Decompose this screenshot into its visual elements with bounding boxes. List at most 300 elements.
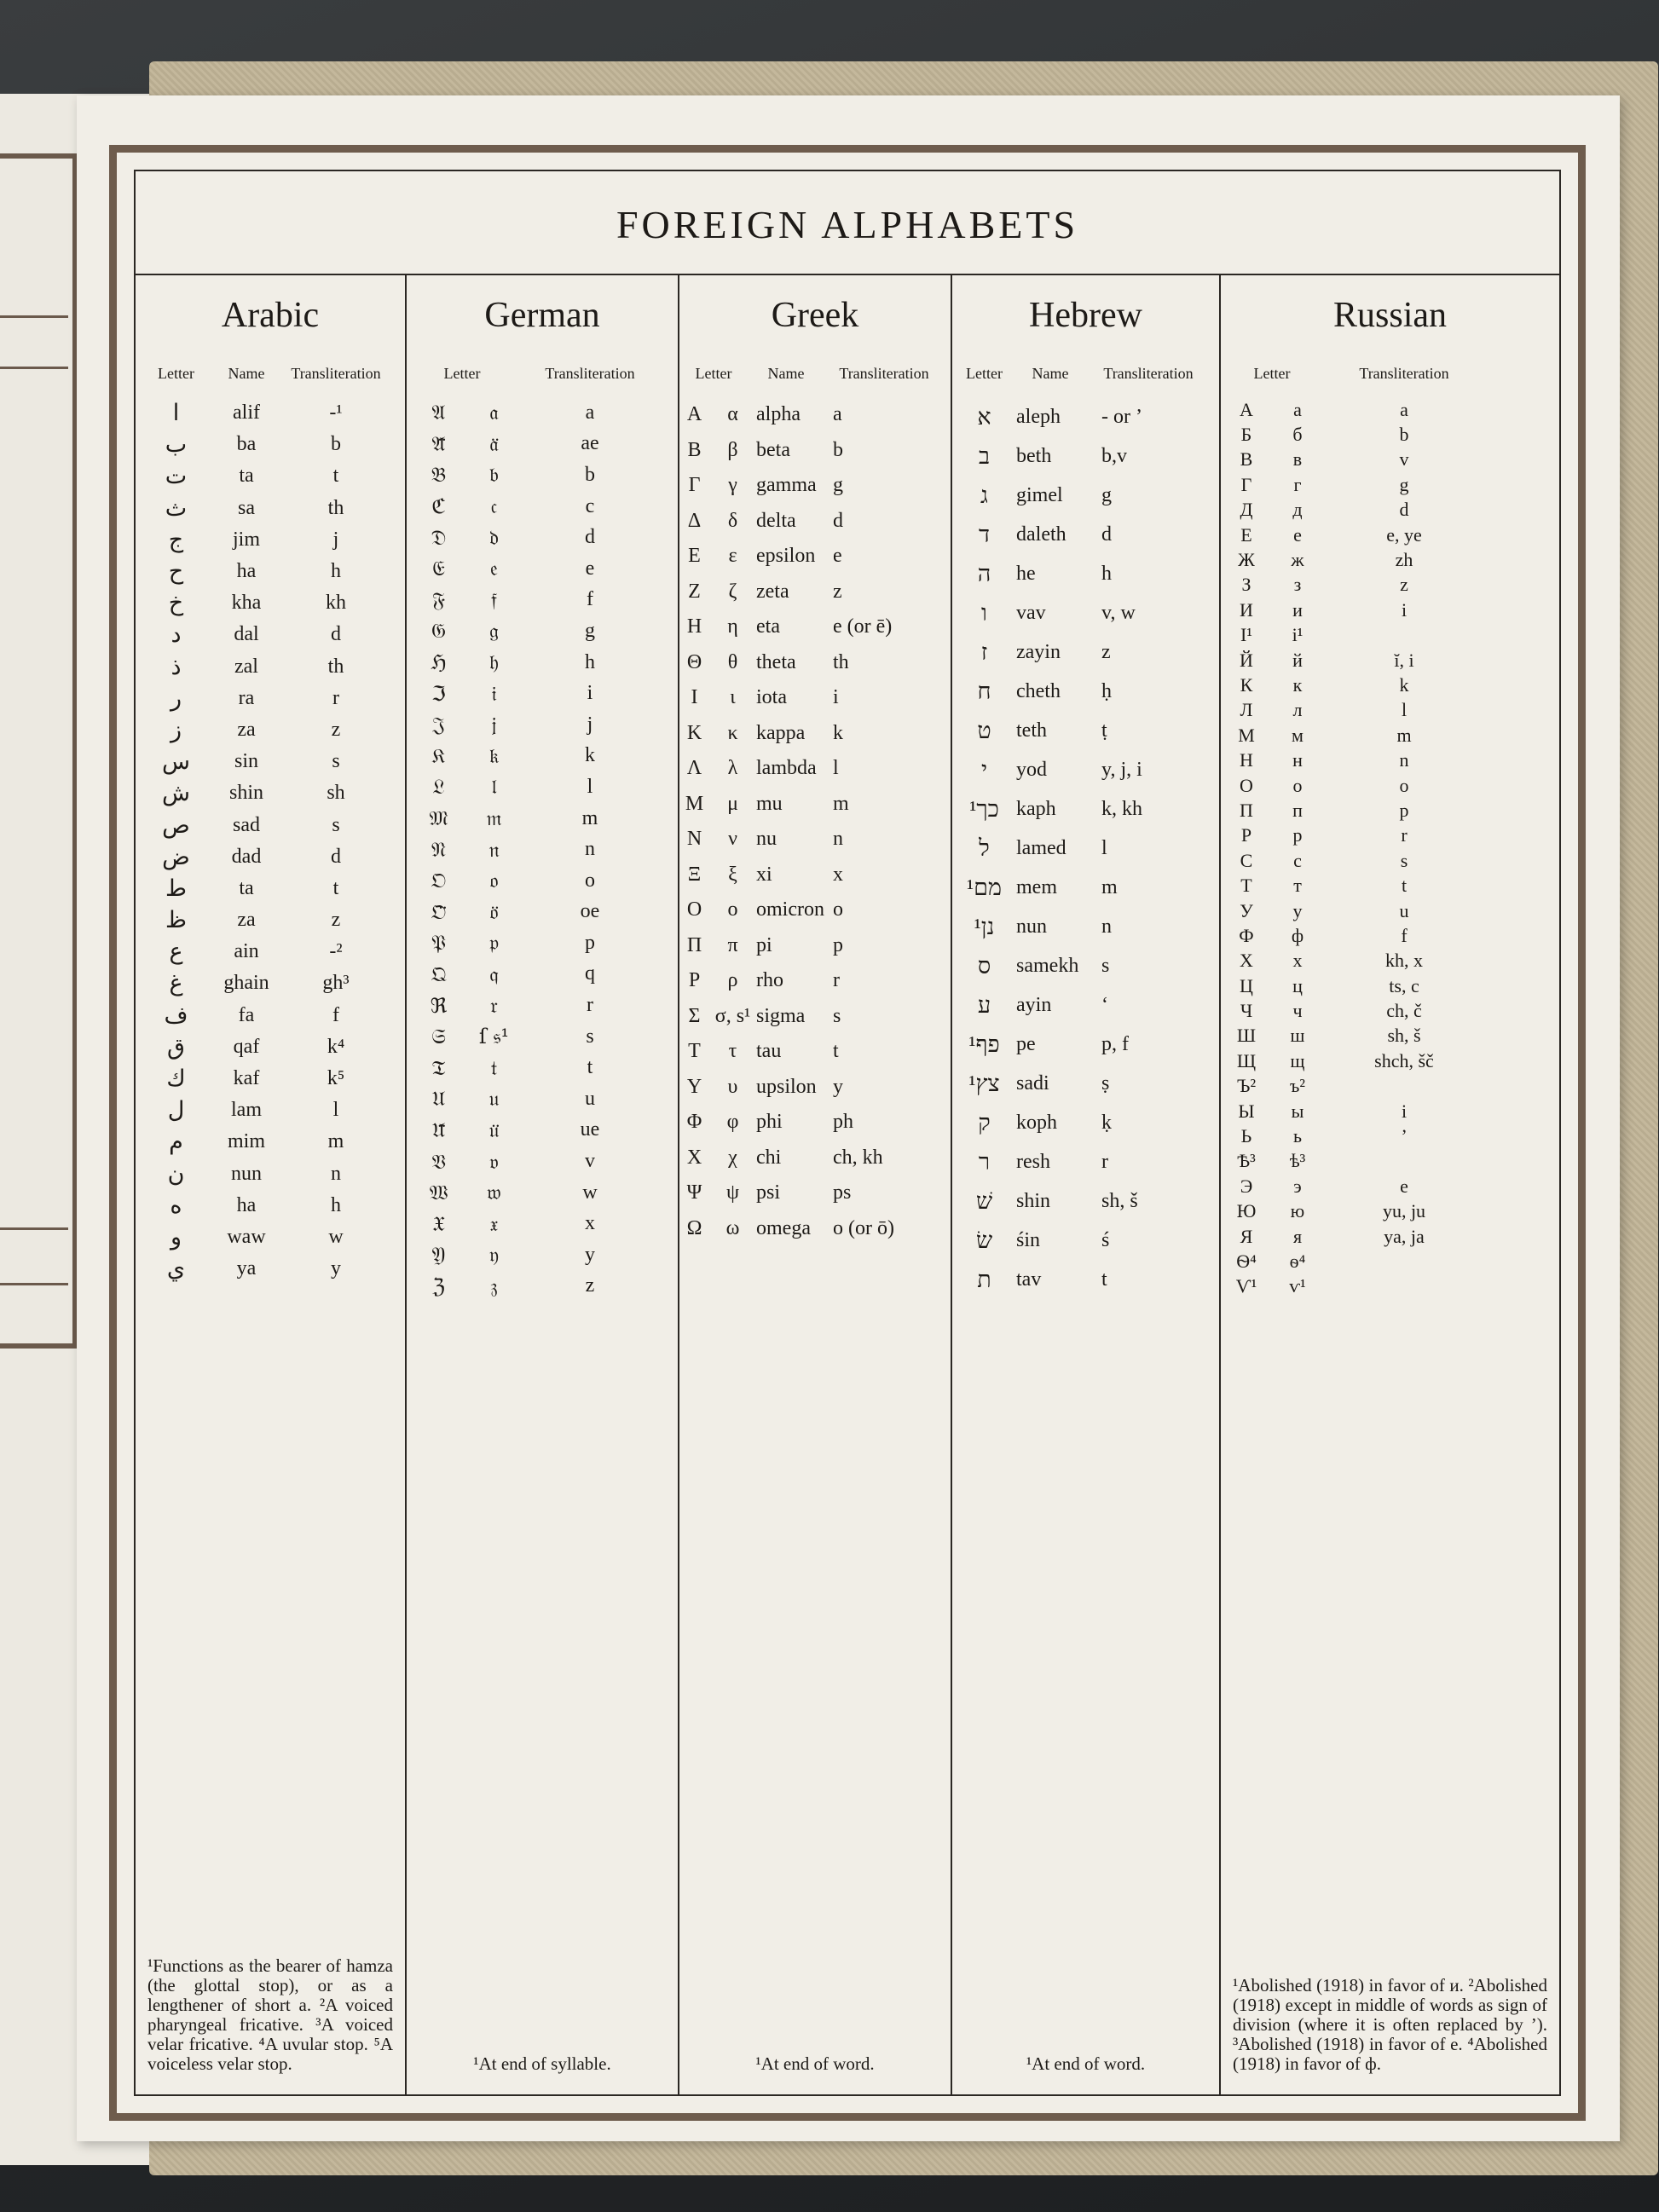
capital-letter: 𝔑 xyxy=(431,837,447,862)
transliteration: s xyxy=(586,1025,594,1048)
hebrew-row xyxy=(952,1064,1219,1103)
russian-row xyxy=(1221,1174,1559,1198)
greek-row xyxy=(679,892,951,928)
capital-letter: 𝔍 xyxy=(432,713,445,737)
transliteration: sh xyxy=(327,782,345,805)
german-row xyxy=(407,553,678,585)
arabic-letter: خ xyxy=(168,590,184,616)
transliteration: x xyxy=(585,1212,595,1235)
arabic-row xyxy=(136,397,405,429)
hebrew-letter: ג xyxy=(980,482,988,508)
capital-letter: А xyxy=(1240,398,1253,420)
capital-letter: У xyxy=(1240,899,1253,921)
russian-row xyxy=(1221,1224,1559,1249)
capital-letter: Ц xyxy=(1240,974,1253,996)
small-letter: ы xyxy=(1291,1100,1304,1122)
german-row xyxy=(407,771,678,803)
transliteration: e xyxy=(585,557,595,580)
transliteration: l xyxy=(332,1099,339,1122)
russian-row xyxy=(1221,898,1559,923)
capital-letter: 𝔚 xyxy=(429,1181,448,1205)
transliteration: h xyxy=(585,650,595,673)
small-letter: щ xyxy=(1290,1049,1305,1071)
capital-letter: 𝔅 xyxy=(431,463,447,488)
arabic-letter: ل xyxy=(167,1097,185,1123)
small-letter: π xyxy=(727,933,738,956)
capital-letter: 𝔖 xyxy=(431,1025,446,1049)
german-row xyxy=(407,522,678,553)
hebrew-row xyxy=(952,829,1219,868)
small-letter: 𝔭 xyxy=(489,931,499,956)
russian-row xyxy=(1221,573,1559,598)
capital-letter: I¹ xyxy=(1240,624,1252,646)
capital-letter: 𝔇 xyxy=(431,525,447,550)
greek-row xyxy=(679,680,951,716)
letter-name: fa xyxy=(238,1003,255,1026)
transliteration: d xyxy=(1399,499,1409,521)
german-row xyxy=(407,397,678,429)
transliteration: t xyxy=(1101,1268,1107,1291)
letter-name: ha xyxy=(236,560,257,583)
greek-row xyxy=(679,928,951,964)
arabic-footnote: ¹Functions as the bearer of hamza (the glottal stop), or as a lengthener of short a. ²A voiced pharyngeal fricative. ³A voiced velar fricative. ⁴A uvular stop. ⁵A voiceless velar stop. xyxy=(147,1955,393,2074)
small-letter: н xyxy=(1292,749,1303,771)
capital-letter: Θ xyxy=(686,650,702,673)
left-page-rule xyxy=(0,315,68,318)
russian-row xyxy=(1221,973,1559,998)
hebrew-letter: ק xyxy=(978,1109,991,1135)
capital-letter: Κ xyxy=(686,721,702,744)
russian-column xyxy=(1221,275,1559,2094)
russian-row xyxy=(1221,1099,1559,1123)
letter-name: shin xyxy=(1016,1189,1051,1212)
hebrew-footnote: ¹At end of word. xyxy=(1026,2053,1146,2074)
capital-letter: Т xyxy=(1240,875,1252,897)
letter-name: sin xyxy=(234,750,258,773)
transliteration: kh xyxy=(326,592,346,615)
transliteration: e xyxy=(833,545,842,568)
capital-letter: С xyxy=(1240,849,1253,871)
letter-name: ghain xyxy=(223,972,269,995)
hebrew-letter: צץ¹ xyxy=(968,1070,1000,1096)
hebrew-row xyxy=(952,1025,1219,1064)
capital-letter: 𝔔 xyxy=(431,962,447,986)
arabic-letter: غ xyxy=(169,970,183,996)
small-letter: ψ xyxy=(725,1181,740,1204)
transliteration: r xyxy=(1101,1150,1108,1173)
letter-name: eta xyxy=(756,615,780,638)
greek-row xyxy=(679,397,951,433)
hebrew-letter: מם¹ xyxy=(967,874,1002,900)
transliteration: u xyxy=(1399,899,1409,921)
small-letter: 𝔪 xyxy=(486,806,502,831)
transliteration: d xyxy=(1101,523,1112,546)
small-letter: х xyxy=(1292,950,1303,972)
arabic-letter: ن xyxy=(167,1160,185,1187)
transliteration: k⁵ xyxy=(327,1067,345,1090)
greek-row xyxy=(679,539,951,575)
german-row xyxy=(407,709,678,741)
small-letter: β xyxy=(727,438,738,461)
letter-name: mem xyxy=(1016,875,1057,898)
letter-name: sa xyxy=(238,496,255,519)
letter-name: waw xyxy=(227,1225,266,1248)
small-letter: д xyxy=(1292,499,1303,521)
greek-row xyxy=(679,963,951,999)
greek-row xyxy=(679,1034,951,1070)
transliteration: h xyxy=(1101,562,1112,585)
transliteration: s xyxy=(1101,954,1110,977)
letter-name: resh xyxy=(1016,1150,1050,1173)
arabic-letter: ط xyxy=(165,875,187,901)
small-letter: ο xyxy=(727,898,738,921)
transliteration: d xyxy=(331,845,341,868)
capital-letter: Ъ² xyxy=(1236,1075,1257,1097)
small-letter: 𝔶 xyxy=(488,1243,500,1268)
small-letter: υ xyxy=(727,1075,738,1098)
transliteration: a xyxy=(585,401,595,424)
letter-name: za xyxy=(237,718,256,741)
small-letter: ι xyxy=(730,686,736,709)
small-letter: λ xyxy=(727,757,738,780)
german-row xyxy=(407,1177,678,1209)
transliteration: shch, šč xyxy=(1374,1049,1434,1071)
capital-letter: Μ xyxy=(685,792,704,815)
german-row xyxy=(407,803,678,835)
small-letter: т xyxy=(1293,875,1302,897)
capital-letter: Щ xyxy=(1236,1049,1257,1071)
transliteration: ts, c xyxy=(1389,974,1419,996)
capital-letter: Ч xyxy=(1240,1000,1253,1022)
capital-letter: Ρ xyxy=(688,969,701,992)
small-letter: у xyxy=(1292,899,1303,921)
arabic-row xyxy=(136,1000,405,1031)
small-letter: ѵ¹ xyxy=(1289,1275,1306,1297)
hebrew-letter: ד xyxy=(979,521,990,547)
capital-letter: Π xyxy=(686,933,702,956)
hebrew-row xyxy=(952,868,1219,907)
letter-name: teth xyxy=(1016,719,1047,742)
letter-name: iota xyxy=(756,686,787,709)
capital-letter: Ι xyxy=(691,686,698,709)
russian-row xyxy=(1221,748,1559,772)
hebrew-row xyxy=(952,1103,1219,1142)
capital-letter: Г xyxy=(1240,473,1252,495)
arabic-letter: ه xyxy=(170,1192,182,1218)
small-letter: 𝔯 xyxy=(490,993,498,1018)
capital-letter: 𝔄 xyxy=(431,401,446,425)
transliteration: oe xyxy=(580,900,600,923)
arabic-row xyxy=(136,1158,405,1190)
letter-name: lambda xyxy=(756,757,817,780)
header-letter: Letter xyxy=(1253,364,1291,382)
transliteration: x xyxy=(833,863,843,886)
arabic-letter: م xyxy=(169,1129,183,1155)
transliteration: z xyxy=(331,718,341,741)
alphabet-columns xyxy=(136,275,1559,2094)
letter-name: alif xyxy=(233,401,260,424)
russian-header xyxy=(1221,356,1559,390)
capital-letter: Ь xyxy=(1240,1125,1252,1147)
transliteration: l xyxy=(833,757,839,780)
arabic-letter: ض xyxy=(162,843,190,869)
german-row xyxy=(407,959,678,990)
transliteration: ‘ xyxy=(1101,993,1108,1016)
letter-name: omega xyxy=(756,1216,811,1239)
transliteration: a xyxy=(1400,398,1408,420)
transliteration: ḥ xyxy=(1101,679,1112,702)
letter-name: ta xyxy=(239,465,254,488)
arabic-row xyxy=(136,1222,405,1253)
hebrew-letter: ע xyxy=(977,991,991,1018)
capital-letter: ℭ xyxy=(431,494,446,519)
transliteration: h xyxy=(331,560,341,583)
small-letter: ч xyxy=(1292,1000,1303,1022)
letter-name: chi xyxy=(756,1146,782,1169)
transliteration: l xyxy=(1101,836,1107,859)
small-letter: α xyxy=(727,403,738,426)
alphabet-page xyxy=(77,95,1620,2141)
transliteration: f xyxy=(587,588,593,611)
page-border xyxy=(109,145,1586,2121)
russian-row xyxy=(1221,823,1559,848)
transliteration: z xyxy=(1400,574,1408,596)
capital-letter: 𝔗 xyxy=(431,1055,446,1080)
header-name: Name xyxy=(767,364,805,382)
small-letter: 𝔤 xyxy=(489,619,499,644)
arabic-row xyxy=(136,809,405,840)
russian-row xyxy=(1221,422,1559,447)
small-letter: κ xyxy=(727,721,738,744)
transliteration: o xyxy=(833,898,843,921)
greek-row xyxy=(679,1070,951,1106)
transliteration: th xyxy=(327,655,344,678)
arabic-row xyxy=(136,1126,405,1158)
russian-row xyxy=(1221,673,1559,697)
hebrew-letter: ה xyxy=(977,560,991,586)
capital-letter: Ψ xyxy=(686,1181,702,1204)
capital-letter: Τ xyxy=(688,1040,701,1063)
hebrew-header xyxy=(952,356,1219,390)
transliteration: l xyxy=(587,775,593,798)
small-letter: г xyxy=(1293,473,1302,495)
transliteration: n xyxy=(585,838,595,861)
greek-title: Greek xyxy=(771,296,859,335)
small-letter: 𝔲 xyxy=(488,1087,500,1112)
transliteration: e (or ē) xyxy=(833,615,893,638)
letter-name: kaph xyxy=(1016,797,1056,820)
small-letter: к xyxy=(1292,673,1303,696)
arabic-rows xyxy=(136,397,405,1285)
transliteration: r xyxy=(833,969,840,992)
transliteration: o (or ō) xyxy=(833,1216,894,1239)
transliteration: h xyxy=(331,1193,341,1216)
arabic-row xyxy=(136,556,405,587)
transliteration: -² xyxy=(329,940,343,963)
small-letter: 𝔦 xyxy=(491,681,497,706)
letter-name: pe xyxy=(1016,1032,1036,1055)
german-rows xyxy=(407,397,678,1302)
capital-letter: Ѣ³ xyxy=(1237,1150,1256,1172)
transliteration: w xyxy=(582,1181,598,1204)
transliteration: s xyxy=(332,750,340,773)
letter-name: phi xyxy=(756,1111,783,1134)
small-letter: я xyxy=(1292,1225,1303,1247)
transliteration: ch, č xyxy=(1386,1000,1422,1022)
transliteration: t xyxy=(587,1056,593,1079)
capital-letter: Ф xyxy=(1239,924,1254,946)
hebrew-row xyxy=(952,515,1219,554)
russian-row xyxy=(1221,848,1559,873)
german-row xyxy=(407,1021,678,1053)
letter-name: kaf xyxy=(233,1067,260,1090)
capital-letter: И xyxy=(1240,598,1253,621)
russian-rows xyxy=(1221,397,1559,1299)
transliteration: ĭ, i xyxy=(1394,649,1414,671)
letter-name: dad xyxy=(231,845,262,868)
russian-row xyxy=(1221,873,1559,898)
small-letter: ſ 𝔰¹ xyxy=(478,1025,510,1049)
transliteration: j xyxy=(587,713,593,736)
german-title: German xyxy=(484,296,600,335)
arabic-row xyxy=(136,777,405,809)
letter-name: theta xyxy=(756,650,796,673)
capital-letter: Н xyxy=(1240,749,1253,771)
capital-letter: 𝔓 xyxy=(431,931,447,956)
small-letter: ρ xyxy=(727,969,738,992)
capital-letter: 𝔄̈ xyxy=(431,431,446,456)
russian-row xyxy=(1221,523,1559,547)
german-row xyxy=(407,615,678,647)
left-page-frame xyxy=(0,153,78,1349)
russian-row xyxy=(1221,1123,1559,1148)
russian-row xyxy=(1221,723,1559,748)
header-transliteration: Transliteration xyxy=(291,364,381,382)
arabic-row xyxy=(136,651,405,683)
transliteration: n xyxy=(833,828,843,851)
capital-letter: ℑ xyxy=(431,681,446,706)
small-letter: а xyxy=(1293,398,1302,420)
small-letter: р xyxy=(1292,824,1303,846)
hebrew-row xyxy=(952,711,1219,750)
hebrew-row xyxy=(952,476,1219,515)
transliteration: sh, š xyxy=(1387,1025,1421,1047)
transliteration: y xyxy=(833,1075,843,1098)
german-row xyxy=(407,678,678,709)
letter-name: delta xyxy=(756,509,796,532)
letter-name: ayin xyxy=(1016,993,1052,1016)
transliteration: p xyxy=(585,931,595,954)
left-page-rule xyxy=(0,367,68,369)
small-letter: 𝔠 xyxy=(490,494,498,519)
small-letter: п xyxy=(1292,799,1303,821)
letter-name: tau xyxy=(756,1040,782,1063)
russian-row xyxy=(1221,1048,1559,1073)
hebrew-letter: א xyxy=(977,403,991,430)
letter-name: aleph xyxy=(1016,405,1061,428)
greek-row xyxy=(679,504,951,540)
small-letter: 𝔷 xyxy=(490,1273,498,1298)
small-letter: δ xyxy=(727,509,738,532)
letter-name: ra xyxy=(238,686,255,709)
letter-name: śin xyxy=(1016,1228,1041,1251)
small-letter: 𝔲̈ xyxy=(488,1118,500,1142)
small-letter: 𝔳 xyxy=(489,1149,499,1174)
small-letter: ь xyxy=(1292,1125,1303,1147)
letter-name: lamed xyxy=(1016,836,1066,859)
arabic-row xyxy=(136,967,405,999)
hebrew-letter: ב xyxy=(978,442,990,469)
arabic-column xyxy=(136,275,407,2094)
letter-name: alpha xyxy=(756,403,801,426)
small-letter: ѣ³ xyxy=(1289,1150,1306,1172)
greek-row xyxy=(679,433,951,469)
capital-letter: Α xyxy=(686,403,702,426)
left-page-rule xyxy=(0,1283,68,1285)
small-letter: γ xyxy=(728,474,737,497)
small-letter: χ xyxy=(728,1146,737,1169)
capital-letter: Ζ xyxy=(688,580,701,603)
hebrew-letter: ו xyxy=(981,599,987,626)
arabic-letter: ج xyxy=(168,526,184,552)
russian-row xyxy=(1221,1149,1559,1174)
arabic-row xyxy=(136,904,405,936)
transliteration: b xyxy=(331,433,341,456)
transliteration: ps xyxy=(833,1181,852,1204)
small-letter: ш xyxy=(1290,1025,1305,1047)
hebrew-row xyxy=(952,1221,1219,1260)
letter-name: nun xyxy=(231,1162,262,1185)
hebrew-letter: ט xyxy=(977,717,991,743)
small-letter: 𝔫 xyxy=(488,837,500,862)
small-letter: е xyxy=(1293,523,1302,546)
letter-name: psi xyxy=(756,1181,781,1204)
capital-letter: В xyxy=(1240,448,1253,471)
letter-name: sadi xyxy=(1016,1071,1049,1094)
german-row xyxy=(407,1115,678,1146)
german-row xyxy=(407,834,678,865)
arabic-row xyxy=(136,524,405,556)
transliteration: t xyxy=(332,465,339,488)
german-row xyxy=(407,865,678,897)
transliteration: - or ’ xyxy=(1101,405,1142,428)
transliteration: v xyxy=(1399,448,1409,471)
german-row xyxy=(407,1052,678,1083)
small-letter: й xyxy=(1292,649,1303,671)
arabic-letter: و xyxy=(170,1223,182,1250)
hebrew-row xyxy=(952,1260,1219,1299)
capital-letter: Ш xyxy=(1236,1025,1257,1047)
small-letter: 𝔴 xyxy=(487,1181,501,1205)
header-transliteration: Transliteration xyxy=(1359,364,1449,382)
transliteration: t xyxy=(833,1040,839,1063)
small-letter: ξ xyxy=(728,863,737,886)
capital-letter: О xyxy=(1240,774,1253,796)
transliteration: ṣ xyxy=(1101,1071,1110,1094)
greek-row xyxy=(679,609,951,645)
transliteration: p xyxy=(1399,799,1409,821)
capital-letter: Ν xyxy=(686,828,702,851)
arabic-row xyxy=(136,1253,405,1285)
transliteration: ’ xyxy=(1401,1125,1408,1147)
letter-name: zeta xyxy=(756,580,789,603)
russian-row xyxy=(1221,547,1559,572)
russian-row xyxy=(1221,773,1559,798)
small-letter: ъ² xyxy=(1290,1075,1305,1097)
transliteration: e, ye xyxy=(1386,523,1422,546)
transliteration: i xyxy=(833,686,839,709)
letter-name: rho xyxy=(756,969,783,992)
